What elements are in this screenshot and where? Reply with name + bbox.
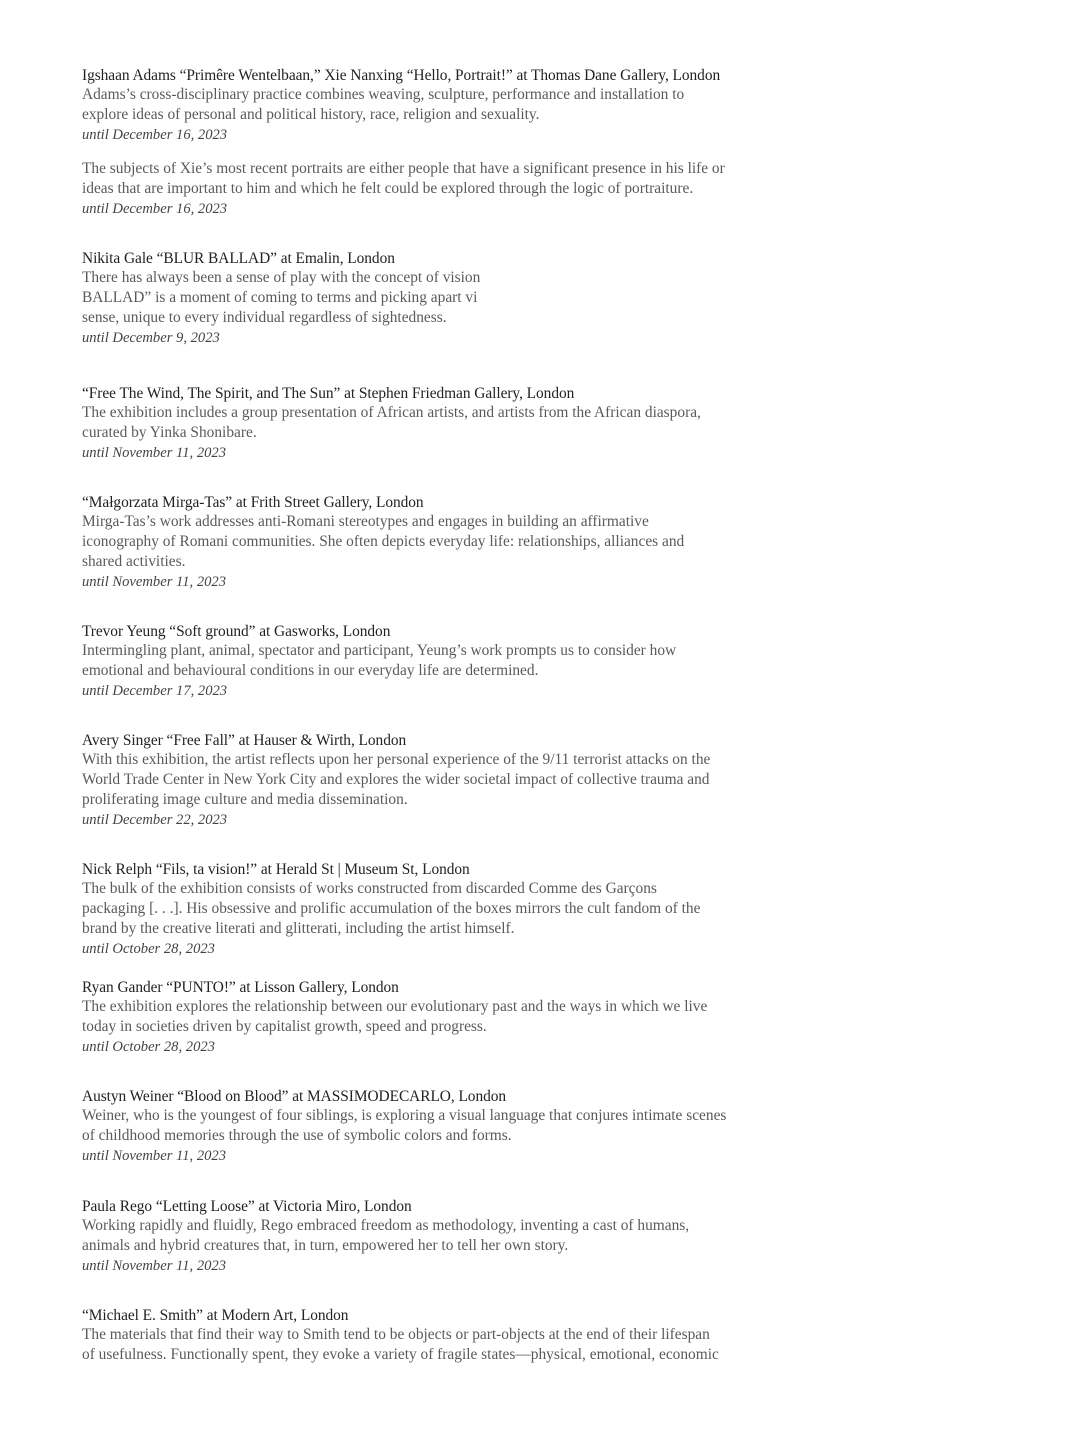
description-line: Working rapidly and fluidly, Rego embraced freedom as methodology, inventing a cast of humans, bbox=[82, 1217, 690, 1234]
description-line: animals and hybrid creatures that, in turn, empowered her to tell her own story. bbox=[82, 1237, 569, 1254]
description-line: World Trade Center in New York City and explores the wider societal impact of collective trauma and bbox=[82, 771, 710, 788]
description-line: The bulk of the exhibition consists of works constructed from discarded Comme des Garçons bbox=[82, 880, 657, 897]
exhibition-title: Nick Relph “Fils, ta vision!” at Herald St | Museum St, London bbox=[82, 861, 470, 878]
exhibition-date: until December 16, 2023 bbox=[82, 127, 228, 143]
description-line: today in societies driven by capitalist growth, speed and progress. bbox=[82, 1018, 487, 1035]
exhibition-date: until November 11, 2023 bbox=[82, 1258, 227, 1274]
exhibition-entry-mirga-tas bbox=[82, 493, 782, 592]
exhibition-entry-singer bbox=[82, 731, 782, 830]
exhibition-date: until November 11, 2023 bbox=[82, 445, 227, 461]
exhibition-entry-weiner bbox=[82, 1087, 782, 1166]
exhibition-description bbox=[82, 750, 782, 810]
exhibition-date: until December 17, 2023 bbox=[82, 683, 228, 699]
exhibition-description bbox=[82, 879, 782, 939]
exhibition-description bbox=[82, 512, 782, 572]
exhibition-title: “Michael E. Smith” at Modern Art, London bbox=[82, 1307, 349, 1324]
exhibition-description bbox=[82, 1325, 782, 1365]
exhibition-entry-relph bbox=[82, 860, 782, 959]
description-line: of usefulness. Functionally spent, they evoke a variety of fragile states—physical, emotional, economic bbox=[82, 1346, 719, 1363]
description-line: shared activities. bbox=[82, 553, 186, 570]
exhibition-description bbox=[82, 85, 782, 125]
description-line: Weiner, who is the youngest of four siblings, is exploring a visual language that conjures intimate scenes bbox=[82, 1107, 727, 1124]
exhibition-entry-rego bbox=[82, 1197, 782, 1276]
description-line: BALLAD” is a moment of coming to terms and picking apart vi bbox=[82, 289, 478, 306]
exhibition-date: until December 9, 2023 bbox=[82, 330, 220, 346]
exhibition-date: until November 11, 2023 bbox=[82, 574, 227, 590]
description-line: The exhibition includes a group presentation of African artists, and artists from the African diaspora, bbox=[82, 404, 701, 421]
description-line: Mirga-Tas’s work addresses anti-Romani stereotypes and engages in building an affirmative bbox=[82, 513, 649, 530]
exhibition-description bbox=[82, 997, 782, 1037]
description-line: explore ideas of personal and political history, race, religion and sexuality. bbox=[82, 106, 540, 123]
exhibition-entry-xie-description bbox=[82, 159, 782, 219]
description-line: of childhood memories through the use of symbolic colors and forms. bbox=[82, 1127, 512, 1144]
exhibition-title: “Małgorzata Mirga-Tas” at Frith Street Gallery, London bbox=[82, 494, 424, 511]
exhibition-date: until October 28, 2023 bbox=[82, 941, 215, 957]
exhibition-title: Avery Singer “Free Fall” at Hauser & Wirth, London bbox=[82, 732, 407, 749]
exhibition-title: Austyn Weiner “Blood on Blood” at MASSIMODECARLO, London bbox=[82, 1088, 507, 1105]
description-line: Adams’s cross-disciplinary practice combines weaving, sculpture, performance and installation to bbox=[82, 86, 685, 103]
description-line: With this exhibition, the artist reflects upon her personal experience of the 9/11 terrorist attacks on the bbox=[82, 751, 711, 768]
exhibition-date: until November 11, 2023 bbox=[82, 1148, 227, 1164]
exhibition-description bbox=[82, 403, 782, 443]
description-line: The subjects of Xie’s most recent portraits are either people that have a significant presence in his life or bbox=[82, 160, 725, 177]
exhibition-description bbox=[82, 159, 782, 199]
description-line: ideas that are important to him and which he felt could be explored through the logic of portraiture. bbox=[82, 180, 694, 197]
exhibition-title: Nikita Gale “BLUR BALLAD” at Emalin, London bbox=[82, 250, 395, 267]
exhibition-description bbox=[82, 1106, 782, 1146]
exhibition-entry-yeung bbox=[82, 622, 782, 701]
description-line: curated by Yinka Shonibare. bbox=[82, 424, 257, 441]
exhibition-entry-gander bbox=[82, 978, 782, 1057]
exhibition-title: Trevor Yeung “Soft ground” at Gasworks, London bbox=[82, 623, 391, 640]
description-line: proliferating image culture and media dissemination. bbox=[82, 791, 408, 808]
description-line: iconography of Romani communities. She often depicts everyday life: relationships, alliances and bbox=[82, 533, 685, 550]
exhibition-description bbox=[82, 641, 782, 681]
exhibition-title: Paula Rego “Letting Loose” at Victoria Miro, London bbox=[82, 1198, 412, 1215]
exhibition-title: Ryan Gander “PUNTO!” at Lisson Gallery, London bbox=[82, 979, 399, 996]
exhibition-date: until October 28, 2023 bbox=[82, 1039, 215, 1055]
exhibition-entry-adams-xie bbox=[82, 66, 782, 145]
description-line: brand by the creative literati and glitterati, including the artist himself. bbox=[82, 920, 515, 937]
description-line: emotional and behavioural conditions in our everyday life are determined. bbox=[82, 662, 539, 679]
description-line: sense, unique to every individual regardless of sightedness. bbox=[82, 309, 447, 326]
exhibition-description bbox=[82, 1216, 782, 1256]
description-line: The exhibition explores the relationship between our evolutionary past and the ways in which we live bbox=[82, 998, 708, 1015]
exhibition-description bbox=[82, 268, 500, 328]
description-line: There has always been a sense of play with the concept of vision bbox=[82, 269, 481, 286]
exhibition-date: until December 22, 2023 bbox=[82, 812, 228, 828]
exhibition-entry-gale bbox=[82, 249, 782, 348]
exhibition-entry-smith bbox=[82, 1306, 782, 1365]
exhibition-title: “Free The Wind, The Spirit, and The Sun” at Stephen Friedman Gallery, London bbox=[82, 385, 575, 402]
exhibition-entry-free-the-wind bbox=[82, 384, 782, 463]
description-line: The materials that find their way to Smith tend to be objects or part-objects at the end of their lifespan bbox=[82, 1326, 710, 1343]
exhibition-date: until December 16, 2023 bbox=[82, 201, 228, 217]
exhibition-title: Igshaan Adams “Primêre Wentelbaan,” Xie Nanxing “Hello, Portrait!” at Thomas Dane Gallery, London bbox=[82, 67, 721, 84]
description-line: Intermingling plant, animal, spectator and participant, Yeung’s work prompts us to consider how bbox=[82, 642, 677, 659]
description-line: packaging [. . .]. His obsessive and prolific accumulation of the boxes mirrors the cult fandom of the bbox=[82, 900, 701, 917]
